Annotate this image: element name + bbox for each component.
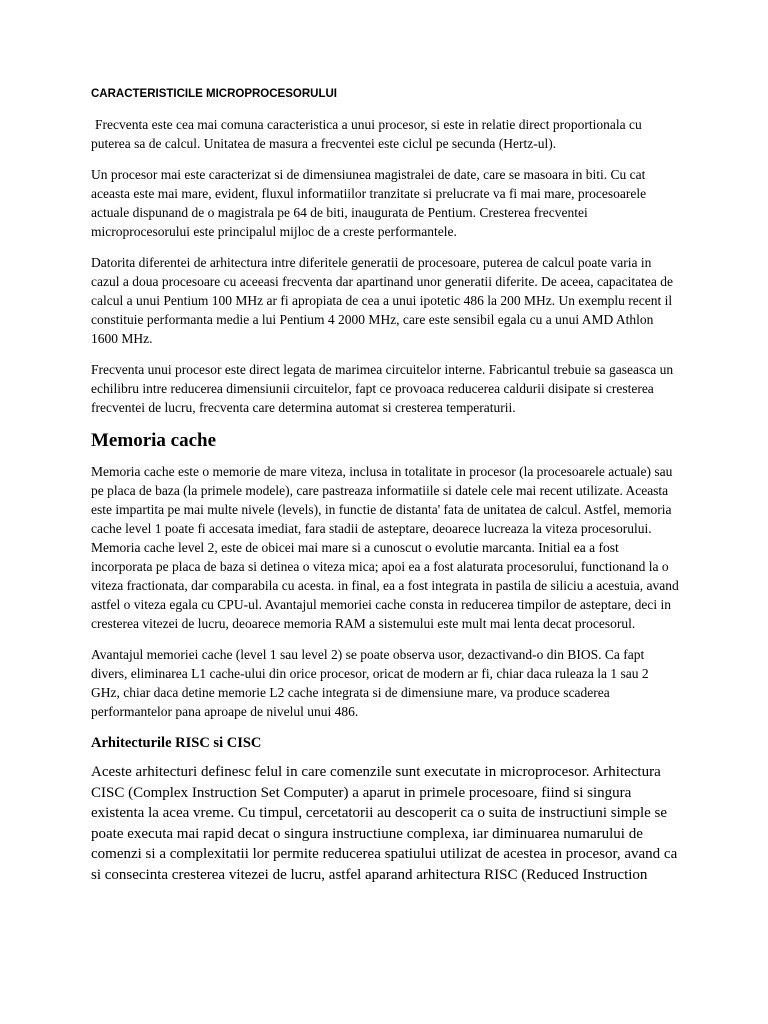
paragraph-cache-description: Memoria cache este o memorie de mare viteza, inclusa in totalitate in procesor (la procesoarele actuale) sau pe placa de baza (la primele modele), care pastreaza informatiile si datele cele mai recent utilizate. Aceasta este impartita pe mai multe nivele (levels), in functie de distanta' fata de unitatea de calcul. Astfel, memoria cache level 1 poate fi accesata imediat, fara stadii de asteptare, deoarece lucreaza la viteza procesorului. Memoria cache level 2, este de obicei mai mare si a cunoscut o evolutie marcanta. Initial ea a fost incorporata pe placa de baza si detinea o viteza mica; apoi ea a fost alaturata procesorului, functionand la o viteza fractionata, dar comparabila cu acesta. in final, ea a fost integrata in pastila de siliciu a acestuia, avand astfel o viteza egala cu CPU-ul. Avantajul memoriei cache consta in reducerea timpilor de asteptare, deci in cresterea vitezei de lucru, deoarece memoria RAM a sistemului este mult mai lenta decat procesorul. — [91, 464, 679, 631]
paragraph-data-bus: Un procesor mai este caracterizat si de dimensiunea magistralei de date, care se masoara in biti. Cu cat aceasta este mai mare, evident, fluxul informatiilor tranzitate si prelucrate va fi mai mare, procesoarele actuale dispunand de o magistrala pe 64 de biti, inaugurata de Pentium. Cresterea frecventei microprocesorului este principalul mijloc de a creste performantele. — [91, 167, 647, 239]
document-title: CARACTERISTICILE MICROPROCESORULUI — [91, 88, 337, 100]
paragraph-architecture-generations: Datorita diferentei de arhitectura intre diferitele generatii de procesoare, puterea de calcul poate varia in cazul a doua procesoare cu aceeasi frecventa dar apartinand unor generatii diferite. De aceea, capacitatea de calcul a unui Pentium 100 MHz ar fi apropiata de cea a unui ipotetic 486 la 200 MHz. Un exemplu recent il constituie performanta medie a lui Pentium 4 2000 MHz, care este sensibil egala cu a unui AMD Athlon 1600 MHz. — [91, 255, 674, 346]
section-heading-cache: Memoria cache — [91, 430, 217, 451]
paragraph-frequency: Frecventa este cea mai comuna caracteristica a unui procesor, si este in relatie direct proportionala cu puterea sa de calcul. Unitatea de masura a frecventei este ciclul pe secunda (Hertz-ul). — [91, 117, 642, 151]
paragraph-circuit-size: Frecventa unui procesor este direct legata de marimea circuitelor interne. Fabricantul trebuie sa gaseasca un echilibru intre reducerea dimensiunii circuitelor, fapt ce provoaca reducerea caldurii disipate si cresterea frecventei de lucru, frecventa care determina automat si cresterea temperaturii. — [91, 362, 674, 415]
section-heading-risc-cisc: Arhitecturile RISC si CISC — [91, 735, 262, 751]
document-page — [91, 86, 679, 897]
paragraph-cache-advantage: Avantajul memoriei cache (level 1 sau level 2) se poate observa usor, dezactivand-o din BIOS. Ca fapt divers, eliminarea L1 cache-ului din orice procesor, oricat de modern ar fi, chiar daca ruleaza la 1 sau 2 GHz, chiar daca detine memorie L2 cache integrata si de dimensiune mare, va produce scaderea performantelor pana aproape de nivelul unui 486. — [91, 647, 649, 719]
paragraph-risc-cisc: Aceste arhitecturi definesc felul in care comenzile sunt executate in microprocesor. Arhitectura CISC (Complex Instruction Set Computer) a aparut in primele procesoare, fiind si singura existenta la acea vreme. Cu timpul, cercetatorii au descoperit ca o suita de instructiuni simple se poate executa mai rapid decat o singura instructiune complexa, iar diminuarea numarului de comenzi si a complexitatii lor permite reducerea spatiului utilizat de acestea in procesor, avand ca si consecinta cresterea vitezei de lucru, astfel aparand arhitectura RISC (Reduced Instruction — [91, 764, 678, 883]
